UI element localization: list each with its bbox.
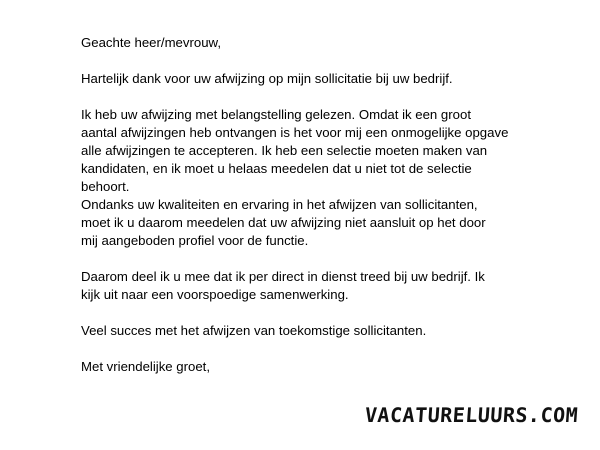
brand-logo-text: VACATURELUURS.COM — [363, 403, 579, 427]
paragraph-1-line: behoort. — [81, 179, 130, 194]
paragraph-gap — [81, 250, 586, 268]
greeting: Geachte heer/mevrouw, — [81, 35, 222, 50]
letter-body — [81, 34, 586, 376]
paragraph-2-line: kijk uit naar een voorspoedige samenwerking. — [81, 287, 349, 302]
paragraph-1-line: Ondanks uw kwaliteiten en ervaring in het afwijzen van sollicitanten, — [81, 197, 478, 212]
paragraph-gap — [81, 88, 586, 106]
paragraph-1-line: mij aangeboden profiel voor de functie. — [81, 233, 309, 248]
paragraph-2-line: Daarom deel ik u mee dat ik per direct in dienst treed bij uw bedrijf. Ik — [81, 269, 485, 284]
closing-line: Met vriendelijke groet, — [81, 359, 211, 374]
good-luck-line: Veel succes met het afwijzen van toekomstige sollicitanten. — [81, 323, 427, 338]
paragraph-1-line: moet ik u daarom meedelen dat uw afwijzing niet aansluit op het door — [81, 215, 486, 230]
paragraph-1-line: kandidaten, en ik moet u helaas meedelen dat u niet tot de selectie — [81, 161, 472, 176]
paragraph-gap — [81, 304, 586, 322]
paragraph-1-line: alle afwijzingen te accepteren. Ik heb een selectie moeten maken van — [81, 143, 488, 158]
paragraph-gap — [81, 340, 586, 358]
thanks-line: Hartelijk dank voor uw afwijzing op mijn sollicitatie bij uw bedrijf. — [81, 71, 453, 86]
paragraph-gap — [81, 52, 586, 70]
paragraph-1-line: aantal afwijzingen heb ontvangen is het voor mij een onmogelijke opgave — [81, 125, 509, 140]
paragraph-1-line: Ik heb uw afwijzing met belangstelling gelezen. Omdat ik een groot — [81, 107, 471, 122]
